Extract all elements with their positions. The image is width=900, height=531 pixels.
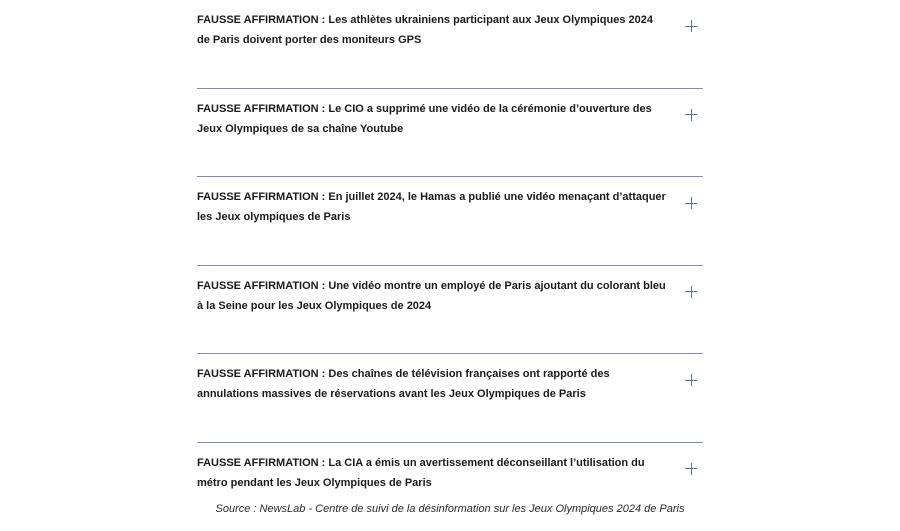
accordion-item[interactable] <box>197 443 703 531</box>
accordion-item[interactable] <box>197 89 703 178</box>
plus-icon[interactable] <box>685 109 697 121</box>
accordion-item[interactable] <box>197 354 703 443</box>
accordion-item[interactable] <box>197 0 703 89</box>
plus-icon[interactable] <box>685 286 697 298</box>
plus-icon[interactable] <box>685 197 697 209</box>
claims-accordion <box>197 0 703 531</box>
accordion-item[interactable] <box>197 177 703 266</box>
claim-text: FAUSSE AFFIRMATION : Les athlètes ukrainiens participant aux Jeux Olympiques 2024 de Paris doivent porter des moniteurs GPS <box>197 10 667 50</box>
claim-text: FAUSSE AFFIRMATION : En juillet 2024, le Hamas a publié une vidéo menaçant d’attaquer les Jeux olympiques de Paris <box>197 187 667 227</box>
plus-icon[interactable] <box>685 20 697 32</box>
claim-text: FAUSSE AFFIRMATION : Le CIO a supprimé une vidéo de la cérémonie d’ouverture des Jeux Olympiques de sa chaîne Youtube <box>197 99 667 139</box>
claim-text: FAUSSE AFFIRMATION : La CIA a émis un avertissement déconseillant l’utilisation du métro pendant les Jeux Olympiques de Paris <box>197 453 667 493</box>
plus-icon[interactable] <box>685 463 697 475</box>
source-caption: Source : NewsLab - Centre de suivi de la désinformation sur les Jeux Olympiques 2024 de Paris <box>0 503 900 515</box>
accordion-item[interactable] <box>197 266 703 355</box>
claim-text: FAUSSE AFFIRMATION : Une vidéo montre un employé de Paris ajoutant du colorant bleu à la Seine pour les Jeux Olympiques de 2024 <box>197 276 667 316</box>
plus-icon[interactable] <box>685 374 697 386</box>
claim-text: FAUSSE AFFIRMATION : Des chaînes de télévision françaises ont rapporté des annulations massives de réservations avant les Jeux Olympiques de Paris <box>197 364 667 404</box>
